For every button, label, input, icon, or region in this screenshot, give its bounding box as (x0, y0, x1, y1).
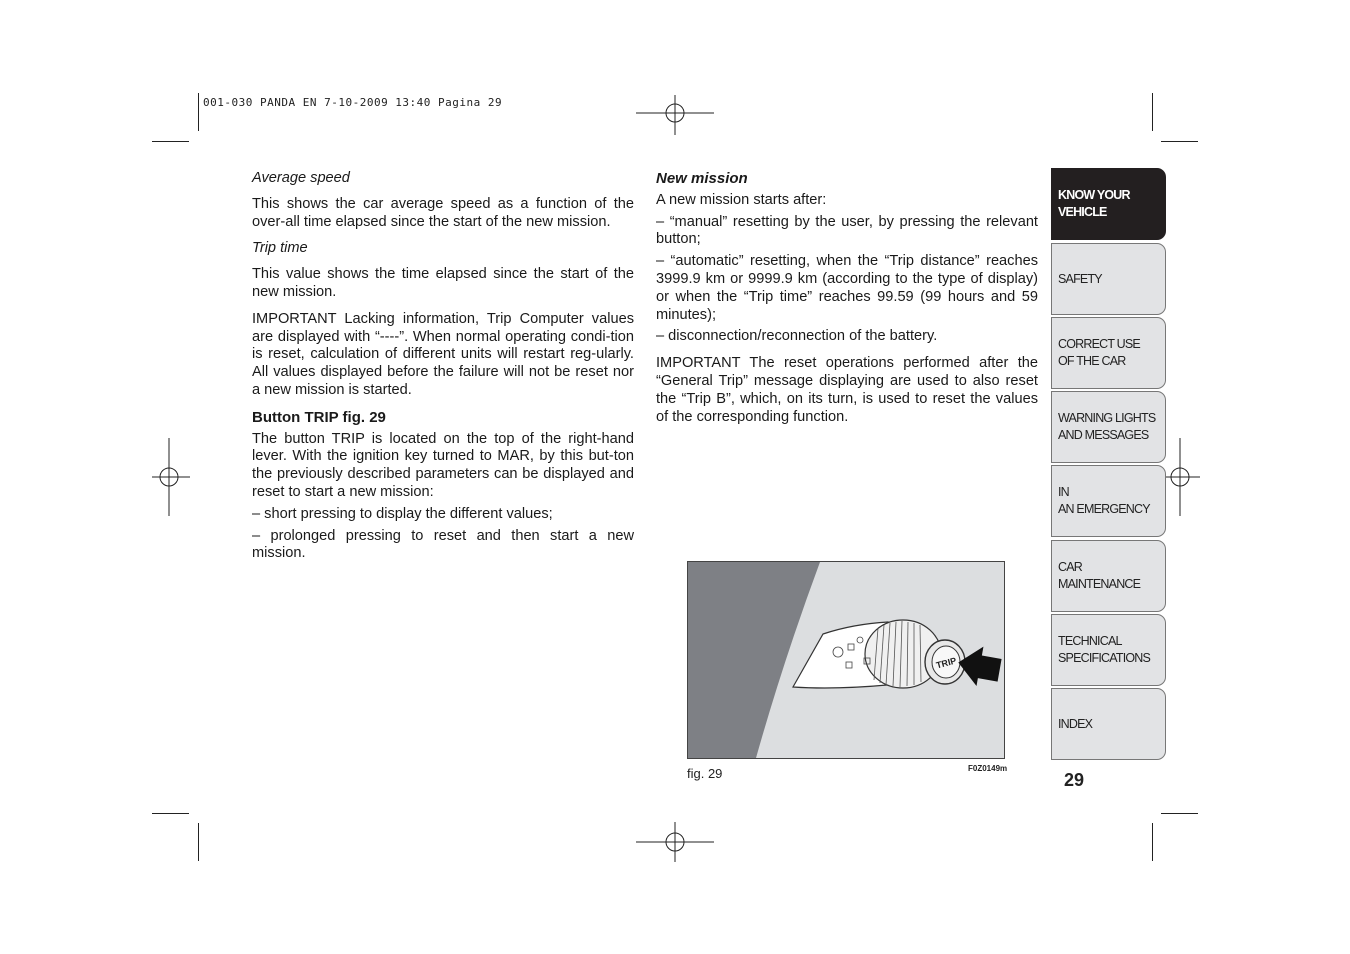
crop-mark (1152, 93, 1153, 131)
tab-label: INDEX (1058, 716, 1093, 731)
crop-mark (152, 141, 189, 142)
tab-car-maintenance[interactable] (1051, 540, 1166, 612)
registration-mark-top (636, 95, 714, 135)
average-speed-heading: Average speed (252, 170, 350, 186)
automatic-reset-item: – “automatic” resetting, when the “Trip distance” reaches 3999.9 km or 9999.9 km (according to the type of display) or when the “Trip time” reaches 99.59 (99 hours and 59 minutes); (656, 253, 1038, 323)
trip-button-label: TRIP (935, 655, 958, 671)
tab-in-an-emergency[interactable] (1051, 465, 1166, 537)
registration-mark-bottom (636, 822, 714, 862)
print-header: 001-030 PANDA EN 7-10-2009 13:40 Pagina 29 (203, 96, 503, 109)
tab-correct-use[interactable] (1051, 317, 1166, 389)
crop-mark (1161, 141, 1198, 142)
registration-mark-left (152, 438, 190, 516)
trip-time-text: This value shows the time elapsed since the start of the new mission. (252, 266, 634, 300)
figure-code: F0Z0149m (968, 764, 1008, 773)
trip-time-heading: Trip time (252, 240, 308, 257)
tab-warning-lights[interactable] (1051, 391, 1166, 463)
tab-label: TECHNICAL SPECIFICATIONS (1058, 634, 1151, 665)
important-note: IMPORTANT Lacking information, Trip Computer values are displayed with “----”. When normal operating condi-tion is reset, calculation of different units will restart reg-ularly. All values displayed before the failure will not be reset nor a new mission is started. (252, 310, 634, 398)
starts-after-text: A new mission starts after: (656, 191, 827, 208)
tab-know-your-vehicle[interactable] (1051, 168, 1166, 240)
average-speed-text: This shows the car average speed as a function of the over-all time elapsed since the start of the new mission. (252, 195, 634, 230)
button-trip-heading: Button TRIP fig. 29 (252, 408, 386, 426)
long-press-item: – prolonged pressing to reset and then start a new mission. (252, 527, 634, 562)
short-press-item: – short pressing to display the different values; (252, 505, 553, 522)
trip-lever-illustration (688, 562, 1004, 758)
crop-mark (1152, 823, 1153, 861)
tab-label: KNOW YOUR VEHICLE (1058, 188, 1130, 219)
important-reset-note: IMPORTANT The reset operations performed after the “General Trip” message displaying are used to also reset the “Trip B”, which, on its turn, is used to reset the values of the corresponding function. (656, 355, 1038, 425)
new-mission-heading: New mission (656, 170, 748, 187)
tab-label: IN AN EMERGENCY (1058, 485, 1150, 516)
figure-trip-lever (687, 561, 1005, 759)
tab-label: WARNING LIGHTS AND MESSAGES (1058, 411, 1156, 442)
manual-reset-item: – “manual” resetting by the user, by pressing the relevant button; (656, 213, 1038, 248)
crop-mark (198, 823, 199, 861)
left-column (252, 170, 634, 572)
page-number: 29 (1064, 770, 1085, 790)
crop-mark (198, 93, 199, 131)
tab-label: SAFETY (1058, 271, 1102, 286)
crop-mark (152, 813, 189, 814)
tab-technical-specifications[interactable] (1051, 614, 1166, 686)
button-trip-text: The button TRIP is located on the top of the right-hand lever. With the ignition key turned to MAR, by this but-ton the previously described parameters can be displayed and reset to start a new mission: (252, 430, 634, 500)
tab-label: CORRECT USE OF THE CAR (1058, 337, 1140, 368)
tab-index[interactable] (1051, 688, 1166, 760)
tab-safety[interactable] (1051, 243, 1166, 315)
figure-caption: fig. 29 (687, 766, 723, 781)
tab-label: CAR MAINTENANCE (1058, 560, 1141, 591)
crop-mark (1161, 813, 1198, 814)
registration-mark-right (1162, 438, 1200, 516)
right-column (656, 170, 1038, 435)
battery-item: – disconnection/reconnection of the battery. (656, 328, 938, 345)
